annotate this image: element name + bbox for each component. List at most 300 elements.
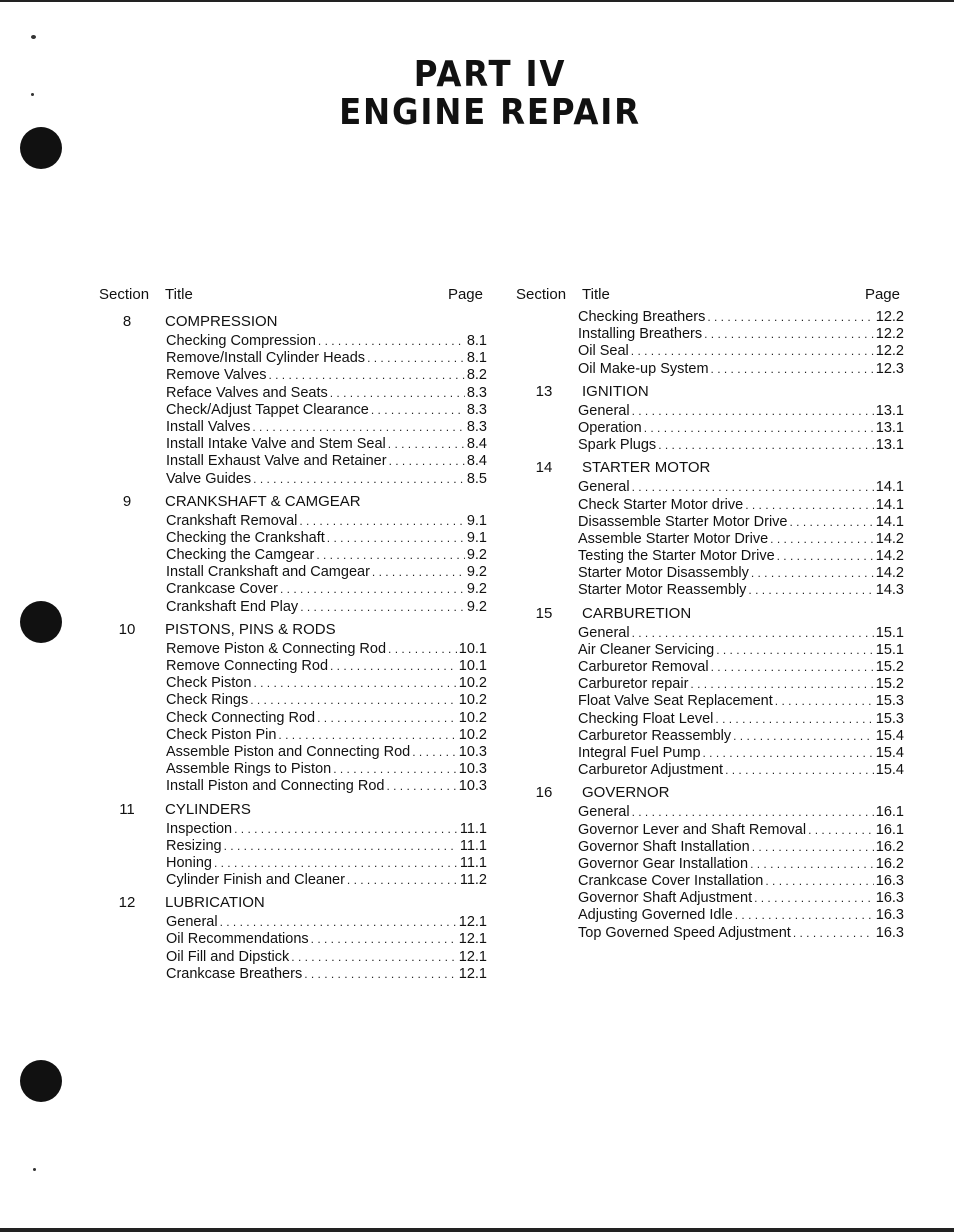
page-title-subject: ENGINE REPAIR (339, 92, 641, 133)
dot-leader (224, 838, 458, 855)
section-heading (516, 783, 904, 804)
toc-entry (166, 675, 487, 692)
entry-title: Testing the Starter Motor Drive (578, 548, 775, 565)
toc-entry (578, 565, 904, 582)
dot-leader (711, 659, 874, 676)
dot-leader (632, 625, 874, 642)
toc-entry (578, 420, 904, 437)
toc-entry (166, 931, 487, 948)
binder-hole (20, 601, 62, 643)
entry-title: Install Exhaust Valve and Retainer (166, 453, 387, 470)
section-name: CYLINDERS (165, 800, 251, 818)
entry-title: Check/Adjust Tappet Clearance (166, 401, 369, 418)
entry-page: 15.2 (875, 676, 904, 693)
entry-page: 13.1 (875, 402, 904, 419)
toc-entry (166, 761, 487, 778)
toc-entry (578, 326, 904, 343)
toc-entry (166, 547, 487, 564)
toc-entry (166, 966, 487, 983)
toc-entry (166, 436, 487, 453)
dot-leader (777, 548, 874, 565)
entry-title: Top Governed Speed Adjustment (578, 924, 791, 941)
entry-title: General (166, 914, 218, 931)
entry-page: 10.1 (458, 658, 487, 674)
toc-section (99, 893, 487, 983)
entry-page: 8.3 (466, 401, 487, 418)
dot-leader (330, 658, 457, 675)
entry-title: Check Piston (166, 675, 252, 692)
entry-title: Checking the Crankshaft (166, 529, 325, 546)
entry-page: 15.4 (875, 762, 904, 779)
dot-leader (253, 471, 465, 488)
entry-page: 12.3 (875, 360, 904, 377)
toc-entry (166, 419, 487, 436)
toc-entry (578, 437, 904, 454)
entry-page: 10.3 (458, 761, 487, 778)
entry-title: Spark Plugs (578, 437, 657, 454)
dot-leader (327, 530, 465, 547)
entry-title: Crankshaft Removal (166, 512, 298, 529)
toc-entry (166, 855, 487, 872)
dot-leader (790, 514, 874, 531)
toc-entry (166, 658, 487, 675)
dot-leader (388, 436, 465, 453)
toc-entry (166, 599, 487, 616)
toc-entry (578, 479, 904, 496)
dot-leader (311, 931, 457, 948)
entry-title: Carburetor Reassembly (578, 727, 732, 744)
dot-leader (748, 582, 873, 599)
entry-title: Assemble Piston and Connecting Rod (166, 743, 411, 760)
entry-page: 9.1 (466, 512, 487, 529)
toc-entry (578, 839, 904, 856)
entry-page: 16.3 (875, 924, 904, 941)
toc-entry (578, 711, 904, 728)
toc-entry (166, 564, 487, 581)
entry-page: 12.2 (875, 343, 904, 360)
dot-leader (253, 675, 456, 692)
entry-title: Check Piston Pin (166, 726, 277, 743)
section-number: 14 (535, 459, 553, 477)
scan-bottom-edge (0, 1228, 954, 1232)
toc-entry (578, 548, 904, 565)
entry-title: Governor Shaft Installation (578, 838, 750, 855)
entry-title: Remove Valves (166, 367, 267, 384)
entry-title: Governor Lever and Shaft Removal (578, 821, 807, 838)
section-number: 15 (535, 604, 553, 622)
entry-title: Oil Seal (578, 343, 629, 360)
dot-leader (775, 693, 874, 710)
dot-leader (304, 966, 457, 983)
entry-title: Install Piston and Connecting Rod (166, 778, 385, 795)
dot-leader (347, 872, 458, 889)
entry-title: General (578, 479, 630, 496)
dot-leader (386, 778, 456, 795)
entry-title: General (578, 804, 630, 821)
toc-entry (166, 778, 487, 795)
entry-title: Oil Recommendations (166, 931, 309, 948)
entry-title: Honing (166, 854, 212, 871)
section-number: 8 (122, 313, 132, 330)
entry-page: 16.3 (875, 890, 904, 907)
entry-title: Inspection (166, 820, 233, 837)
entry-title: Checking Compression (166, 333, 316, 349)
dot-leader (291, 949, 456, 966)
dot-leader (268, 367, 464, 384)
dot-leader (754, 890, 874, 907)
toc-entry (166, 872, 487, 889)
entry-page: 8.4 (466, 453, 487, 470)
section-header: Section (516, 286, 567, 303)
entry-page: 16.3 (875, 907, 904, 924)
dot-leader (644, 420, 874, 437)
entry-page: 14.1 (875, 513, 904, 530)
dot-leader (751, 565, 874, 582)
entry-title: Installing Breathers (578, 326, 703, 343)
toc-entry (166, 453, 487, 470)
entry-page: 8.3 (466, 418, 487, 435)
entry-page: 10.2 (458, 726, 487, 743)
entry-page: 14.1 (875, 496, 904, 513)
toc-entry (166, 367, 487, 384)
entry-page: 10.3 (458, 778, 487, 795)
dot-leader (658, 437, 874, 454)
toc-column-header (99, 286, 487, 308)
entry-title: General (578, 402, 630, 419)
scan-speck (31, 35, 36, 39)
entry-title: Crankshaft End Play (166, 598, 299, 615)
toc-entry (578, 693, 904, 710)
entry-page: 15.4 (875, 727, 904, 744)
entry-page: 15.1 (875, 624, 904, 641)
entry-page: 16.1 (875, 821, 904, 838)
toc-entry (578, 745, 904, 762)
entry-title: Check Rings (166, 692, 249, 709)
toc-entry (578, 582, 904, 599)
section-number: 16 (535, 784, 553, 802)
entry-title: Starter Motor Reassembly (578, 582, 747, 599)
toc-entry (578, 659, 904, 676)
toc-section-continued (516, 309, 904, 378)
dot-leader (733, 728, 874, 745)
toc-section (99, 620, 487, 796)
section-number: 12 (118, 894, 136, 912)
dot-leader (632, 479, 874, 496)
toc-section (516, 604, 904, 780)
dot-leader (765, 873, 873, 890)
section-heading (99, 492, 487, 513)
entry-page: 12.1 (458, 965, 487, 982)
entry-title: Governor Gear Installation (578, 855, 749, 872)
entry-page: 10.2 (458, 709, 487, 726)
section-number: 13 (535, 382, 553, 400)
entry-title: Checking Breathers (578, 309, 706, 325)
dot-leader (770, 531, 874, 548)
dot-leader (745, 497, 874, 514)
toc-entry (166, 333, 487, 350)
toc-entry (578, 822, 904, 839)
entry-title: Disassemble Starter Motor Drive (578, 513, 788, 530)
entry-page: 15.3 (875, 710, 904, 727)
dot-leader (214, 855, 458, 872)
dot-leader (234, 821, 458, 838)
entry-page: 10.2 (458, 675, 487, 692)
entry-title: Assemble Starter Motor Drive (578, 530, 769, 547)
entry-page: 14.3 (875, 582, 904, 599)
dot-leader (793, 925, 874, 942)
toc-entry (166, 710, 487, 727)
dot-leader (372, 564, 465, 581)
entry-page: 8.2 (466, 367, 487, 384)
toc-entry (578, 531, 904, 548)
entry-title: Operation (578, 419, 642, 436)
entry-page: 11.1 (459, 837, 487, 854)
entry-page: 9.2 (466, 581, 487, 598)
entry-title: Starter Motor Disassembly (578, 565, 749, 582)
toc-entry (578, 676, 904, 693)
toc-entry (166, 530, 487, 547)
entry-title: Checking Float Level (578, 710, 714, 727)
binder-hole (20, 127, 62, 169)
entry-page: 16.3 (875, 873, 904, 890)
entry-page: 15.2 (875, 659, 904, 675)
entry-page: 8.1 (466, 333, 487, 349)
entry-page: 12.1 (458, 948, 487, 965)
entry-page: 8.5 (466, 470, 487, 487)
entry-title: Remove Piston & Connecting Rod (166, 640, 387, 657)
toc-entry (578, 804, 904, 821)
toc-section (99, 312, 487, 488)
entry-page: 13.1 (875, 437, 904, 454)
entry-title: Cylinder Finish and Cleaner (166, 872, 345, 889)
entry-title: Reface Valves and Seats (166, 384, 328, 401)
page-title-part: PART IV (413, 54, 567, 95)
entry-title: Carburetor repair (578, 676, 689, 693)
entry-title: Install Intake Valve and Stem Seal (166, 436, 386, 453)
dot-leader (703, 745, 874, 762)
dot-leader (317, 710, 457, 727)
entry-page: 14.2 (875, 565, 904, 582)
toc-section (99, 492, 487, 616)
dot-leader (725, 762, 874, 779)
dot-leader (715, 711, 873, 728)
entry-page: 11.1 (459, 820, 487, 837)
entry-page: 10.3 (458, 743, 487, 760)
entry-page: 13.1 (875, 419, 904, 436)
toc-entry (578, 925, 904, 942)
toc-section (516, 783, 904, 942)
section-heading (99, 800, 487, 821)
entry-title: Carburetor Adjustment (578, 762, 724, 779)
page-header: Page (447, 286, 483, 303)
entry-title: Oil Fill and Dipstick (166, 948, 290, 965)
toc-entry (578, 403, 904, 420)
dot-leader (316, 547, 465, 564)
toc-entry (166, 385, 487, 402)
section-name: LUBRICATION (165, 894, 265, 912)
entry-page: 12.2 (875, 309, 904, 325)
dot-leader (632, 403, 874, 420)
scan-speck (31, 93, 34, 96)
toc-column-header (516, 286, 904, 308)
scan-top-edge (0, 0, 954, 2)
entry-title: Remove Connecting Rod (166, 658, 329, 674)
entry-title: Carburetor Removal (578, 659, 709, 675)
section-name: GOVERNOR (582, 784, 670, 802)
section-name: IGNITION (582, 382, 649, 400)
dot-leader (711, 361, 874, 378)
toc-entry (578, 361, 904, 378)
entry-page: 8.4 (466, 436, 487, 453)
dot-leader (690, 676, 873, 693)
toc-column-left (99, 286, 487, 983)
toc-entry (166, 727, 487, 744)
section-name: COMPRESSION (165, 313, 278, 330)
toc-entry (166, 821, 487, 838)
entry-page: 11.2 (459, 872, 487, 889)
toc-entry (166, 949, 487, 966)
toc-entry (578, 907, 904, 924)
toc-entry (166, 581, 487, 598)
toc-entry (166, 402, 487, 419)
dot-leader (330, 385, 465, 402)
entry-title: Crankcase Cover Installation (578, 873, 764, 890)
entry-page: 9.2 (466, 564, 487, 581)
entry-page: 10.1 (458, 640, 487, 657)
section-number: 11 (119, 800, 135, 818)
entry-title: Valve Guides (166, 470, 252, 487)
dot-leader (750, 856, 874, 873)
toc-entry (578, 625, 904, 642)
toc-section (99, 800, 487, 890)
dot-leader (735, 907, 874, 924)
entry-title: Check Starter Motor drive (578, 496, 744, 513)
dot-leader (318, 333, 465, 350)
entry-title: Adjusting Governed Idle (578, 907, 733, 924)
entry-title: Oil Make-up System (578, 360, 709, 377)
toc-section (516, 458, 904, 599)
entry-page: 15.1 (875, 641, 904, 658)
entry-title: Crankcase Cover (166, 581, 279, 598)
entry-page: 15.3 (875, 693, 904, 710)
dot-leader (220, 914, 457, 931)
entry-page: 16.1 (875, 804, 904, 821)
entry-title: Float Valve Seat Replacement (578, 693, 773, 710)
dot-leader (388, 641, 457, 658)
entry-page: 11.1 (459, 854, 487, 871)
entry-title: Air Cleaner Servicing (578, 641, 715, 658)
dot-leader (278, 727, 456, 744)
dot-leader (367, 350, 465, 367)
entry-page: 9.2 (466, 598, 487, 615)
entry-page: 12.2 (875, 326, 904, 343)
dot-leader (389, 453, 465, 470)
toc-entry (166, 838, 487, 855)
toc-entry (578, 497, 904, 514)
toc-entry (578, 873, 904, 890)
toc-entry (166, 350, 487, 367)
section-heading (516, 604, 904, 625)
entry-page: 14.1 (875, 479, 904, 496)
entry-title: Resizing (166, 837, 222, 854)
toc-entry (578, 309, 904, 326)
toc-entry (166, 692, 487, 709)
dot-leader (333, 761, 457, 778)
entry-page: 9.1 (466, 529, 487, 546)
title-header: Title (582, 286, 610, 303)
binder-hole (20, 1060, 62, 1102)
title-header: Title (165, 286, 193, 303)
entry-title: Install Crankshaft and Camgear (166, 564, 370, 581)
entry-title: Assemble Rings to Piston (166, 761, 332, 778)
section-header: Section (99, 286, 150, 303)
dot-leader (412, 744, 457, 761)
toc-section (516, 382, 904, 455)
entry-title: Install Valves (166, 418, 251, 435)
section-name: CRANKSHAFT & CAMGEAR (165, 492, 361, 510)
section-name: CARBURETION (582, 604, 692, 622)
entry-title: Remove/Install Cylinder Heads (166, 350, 366, 367)
section-heading (516, 382, 904, 403)
dot-leader (280, 581, 465, 598)
entry-page: 10.2 (458, 692, 487, 709)
section-name: STARTER MOTOR (582, 459, 711, 477)
toc-entry (578, 728, 904, 745)
dot-leader (808, 822, 874, 839)
section-number: 10 (118, 620, 136, 638)
toc-entry (578, 642, 904, 659)
dot-leader (252, 419, 464, 436)
dot-leader (631, 343, 874, 360)
toc-entry (578, 856, 904, 873)
dot-leader (250, 692, 457, 709)
toc-entry (578, 890, 904, 907)
entry-page: 12.1 (458, 931, 487, 948)
toc-entry (166, 641, 487, 658)
toc-entry (578, 343, 904, 360)
toc-entry (166, 513, 487, 530)
entry-title: Integral Fuel Pump (578, 744, 701, 761)
entry-page: 16.2 (875, 855, 904, 872)
toc-entry (166, 914, 487, 931)
dot-leader (300, 599, 465, 616)
dot-leader (632, 804, 874, 821)
section-name: PISTONS, PINS & RODS (165, 620, 336, 638)
entry-title: Crankcase Breathers (166, 965, 303, 982)
toc-column-right (516, 286, 904, 942)
dot-leader (716, 642, 874, 659)
section-heading (99, 893, 487, 914)
section-heading (99, 620, 487, 641)
section-number: 9 (122, 492, 132, 510)
toc-entry (578, 514, 904, 531)
entry-title: Check Connecting Rod (166, 709, 316, 726)
entry-title: General (578, 624, 630, 641)
dot-leader (371, 402, 465, 419)
dot-leader (704, 326, 874, 343)
scan-speck (33, 1168, 36, 1171)
entry-page: 14.2 (875, 548, 904, 565)
page-header: Page (864, 286, 900, 303)
entry-page: 12.1 (458, 914, 487, 931)
toc-entry (578, 762, 904, 779)
toc-entry (166, 744, 487, 761)
dot-leader (707, 309, 873, 326)
section-heading (99, 312, 487, 333)
dot-leader (299, 513, 464, 530)
section-heading (516, 458, 904, 479)
entry-page: 16.2 (875, 838, 904, 855)
